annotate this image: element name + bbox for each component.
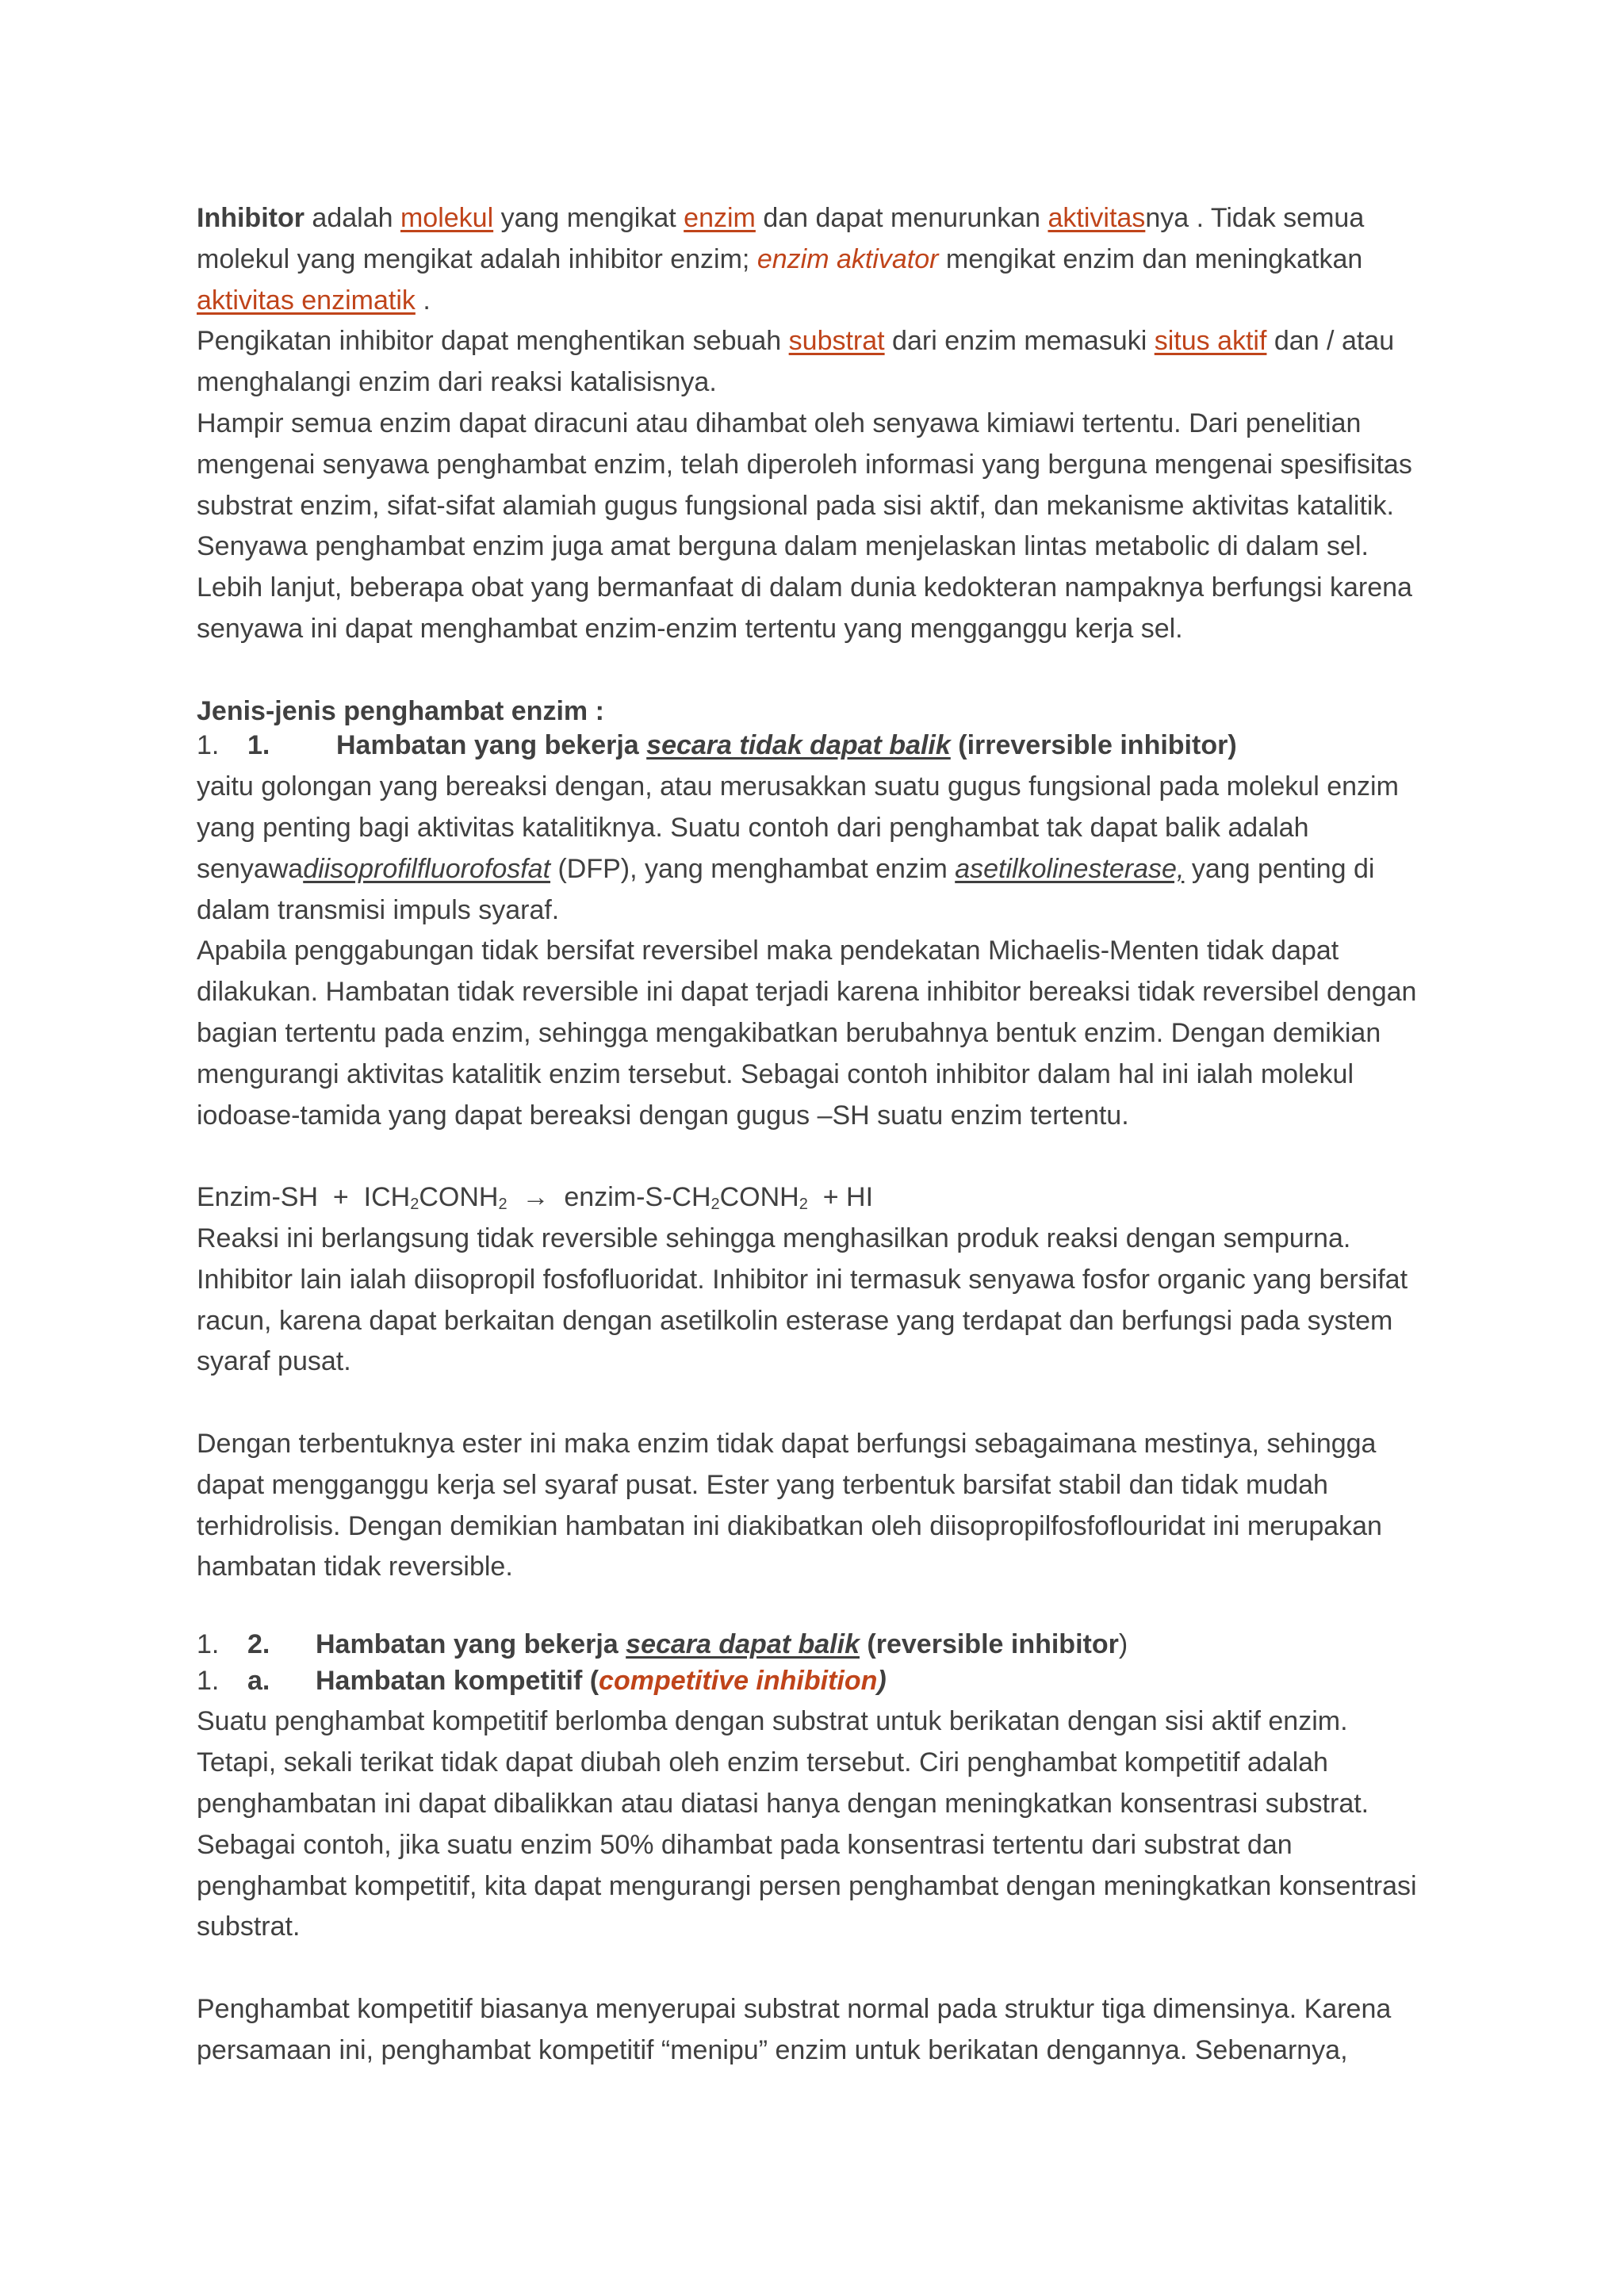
term-competitive-inhibition: competitive inhibition (599, 1665, 878, 1696)
document-page (197, 198, 1434, 2072)
paragraph-dengan: Dengan terbentuknya ester ini maka enzim tidak dapat berfungsi sebagaimana mestinya, sehingga dapat mengganggu kerja sel syaraf pusat. Ester yang terbentuk barsifat stabil dan tidak mudah terhidrolisis. Dengan demikian hambatan ini diakibatkan oleh diisopropilfosfoflouridat ini merupakan hambatan tidak reversible. (197, 1428, 1382, 1582)
link-molekul[interactable]: molekul (400, 203, 494, 233)
spacer (197, 1588, 1434, 1629)
term-enzim-aktivator: enzim aktivator (756, 243, 939, 274)
paragraph-yaitu: yaitu golongan yang bereaksi dengan, atau merusakkan suatu gugus fungsional pada molekul enzim yang penting bagi aktivitas katalitiknya. Suatu contoh dari penghambat tak dapat balik adalah senyawadiisoprofilfluorofosfat (DFP), yang menghambat enzim asetilkolinesterase, yang penting di dalam transmisi impuls syaraf. (197, 771, 1399, 925)
term-asetilkolinesterase: asetilkolinesterase, (955, 853, 1185, 884)
heading-irreversible: 1. 1. Hambatan yang bekerja secara tidak dapat balik (irreversible inhibitor) (197, 730, 1237, 761)
term-inhibitor: Inhibitor (197, 203, 304, 233)
paragraph-inhibitor-lain: Inhibitor lain ialah diisopropil fosfofluoridat. Inhibitor ini termasuk senyawa fosfor organic yang bersifat racun, karena dapat berkaitan dengan asetilkolin esterase yang terdapat dan berfungsi pada system syaraf pusat. (197, 1264, 1408, 1377)
arrow-icon: → (507, 1182, 565, 1213)
paragraph-intro: Inhibitor adalah molekul yang mengikat enzim dan dapat menurunkan aktivitasnya . Tidak semua molekul yang mengikat adalah inhibitor enzim; enzim aktivator mengikat enzim dan meningkatkan aktivitas enzimatik . (197, 203, 1365, 316)
spacer (197, 1383, 1434, 1424)
spacer (197, 1948, 1434, 1989)
paragraph-reaksi: Reaksi ini berlangsung tidak reversible sehingga menghasilkan produk reaksi dengan sempurna. (197, 1223, 1351, 1253)
reaction-equation: Enzim-SH + $ICH_2CONH_2$ → enzim-$S-CH_2CONH_2$ + HI (197, 1182, 874, 1214)
paragraph-pengikatan: Pengikatan inhibitor dapat menghentikan sebuah substrat dari enzim memasuki situs aktif dan / atau menghalangi enzim dari reaksi katalisisnya. (197, 326, 1395, 398)
term-dfp: diisoprofilfluorofosfat (303, 853, 551, 884)
paragraph-apabila: Apabila penggabungan tidak bersifat reversibel maka pendekatan Michaelis-Menten tidak dapat dilakukan. Hambatan tidak reversible ini dapat terjadi karena inhibitor bereaksi tidak reversibel dengan bagian tertentu pada enzim, sehingga mengakibatkan berubahnya bentuk enzim. Dengan demikian mengurangi aktivitas katalitik enzim tersebut. Sebagai contoh inhibitor dalam hal ini ialah molekul iodoase-tamida yang dapat bereaksi dengan gugus –SH suatu enzim tertentu. (197, 936, 1417, 1131)
paragraph-suatu: Suatu penghambat kompetitif berlomba dengan substrat untuk berikatan dengan sisi aktif enzim. Tetapi, sekali terikat tidak dapat diubah oleh enzim tersebut. Ciri penghambat kompetitif adalah penghambatan ini dapat dibalikkan atau diatasi hanya dengan meningkatkan konsentrasi substrat. Sebagai contoh, jika suatu enzim 50% dihambat pada konsentrasi tertentu dari substrat dan penghambat kompetitif, kita dapat mengurangi persen penghambat dengan meningkatkan konsentrasi substrat. (197, 1706, 1417, 1942)
spacer (197, 1136, 1434, 1177)
link-situs-aktif[interactable]: situs aktif (1154, 326, 1267, 357)
term-tidak-dapat-balik: secara tidak dapat balik (646, 730, 951, 761)
heading-jenis: Jenis-jenis penghambat enzim : (197, 695, 604, 726)
spacer (197, 650, 1434, 691)
paragraph-penghambat-kompetitif: Penghambat kompetitif biasanya menyerupai substrat normal pada struktur tiga dimensinya. Karena persamaan ini, penghambat kompetitif “menipu” enzim untuk berikatan dengannya. Sebenarnya, (197, 1994, 1392, 2065)
heading-kompetitif: 1. a. Hambatan kompetitif (competitive inhibition) (197, 1665, 887, 1696)
link-aktivitas[interactable]: aktivitas (1048, 203, 1146, 233)
link-enzim[interactable]: enzim (684, 203, 756, 233)
heading-reversible: 1. 2. Hambatan yang bekerja secara dapat balik (reversible inhibitor) (197, 1628, 1128, 1659)
term-dapat-balik: secara dapat balik (626, 1628, 860, 1659)
link-substrat[interactable]: substrat (788, 326, 885, 357)
paragraph-hampir: Hampir semua enzim dapat diracuni atau dihambat oleh senyawa kimiawi tertentu. Dari penelitian mengenai senyawa penghambat enzim, telah diperoleh informasi yang berguna mengenai spesifisitas substrat enzim, sifat-sifat alamiah gugus fungsional pada sisi aktif, dan mekanisme aktivitas katalitik. Senyawa penghambat enzim juga amat berguna dalam menjelaskan lintas metabolic di dalam sel. Lebih lanjut, beberapa obat yang bermanfaat di dalam dunia kedokteran nampaknya berfungsi karena senyawa ini dapat menghambat enzim-enzim tertentu yang mengganggu kerja sel. (197, 408, 1412, 644)
link-aktivitas-enzimatik[interactable]: aktivitas enzimatik (197, 285, 416, 316)
